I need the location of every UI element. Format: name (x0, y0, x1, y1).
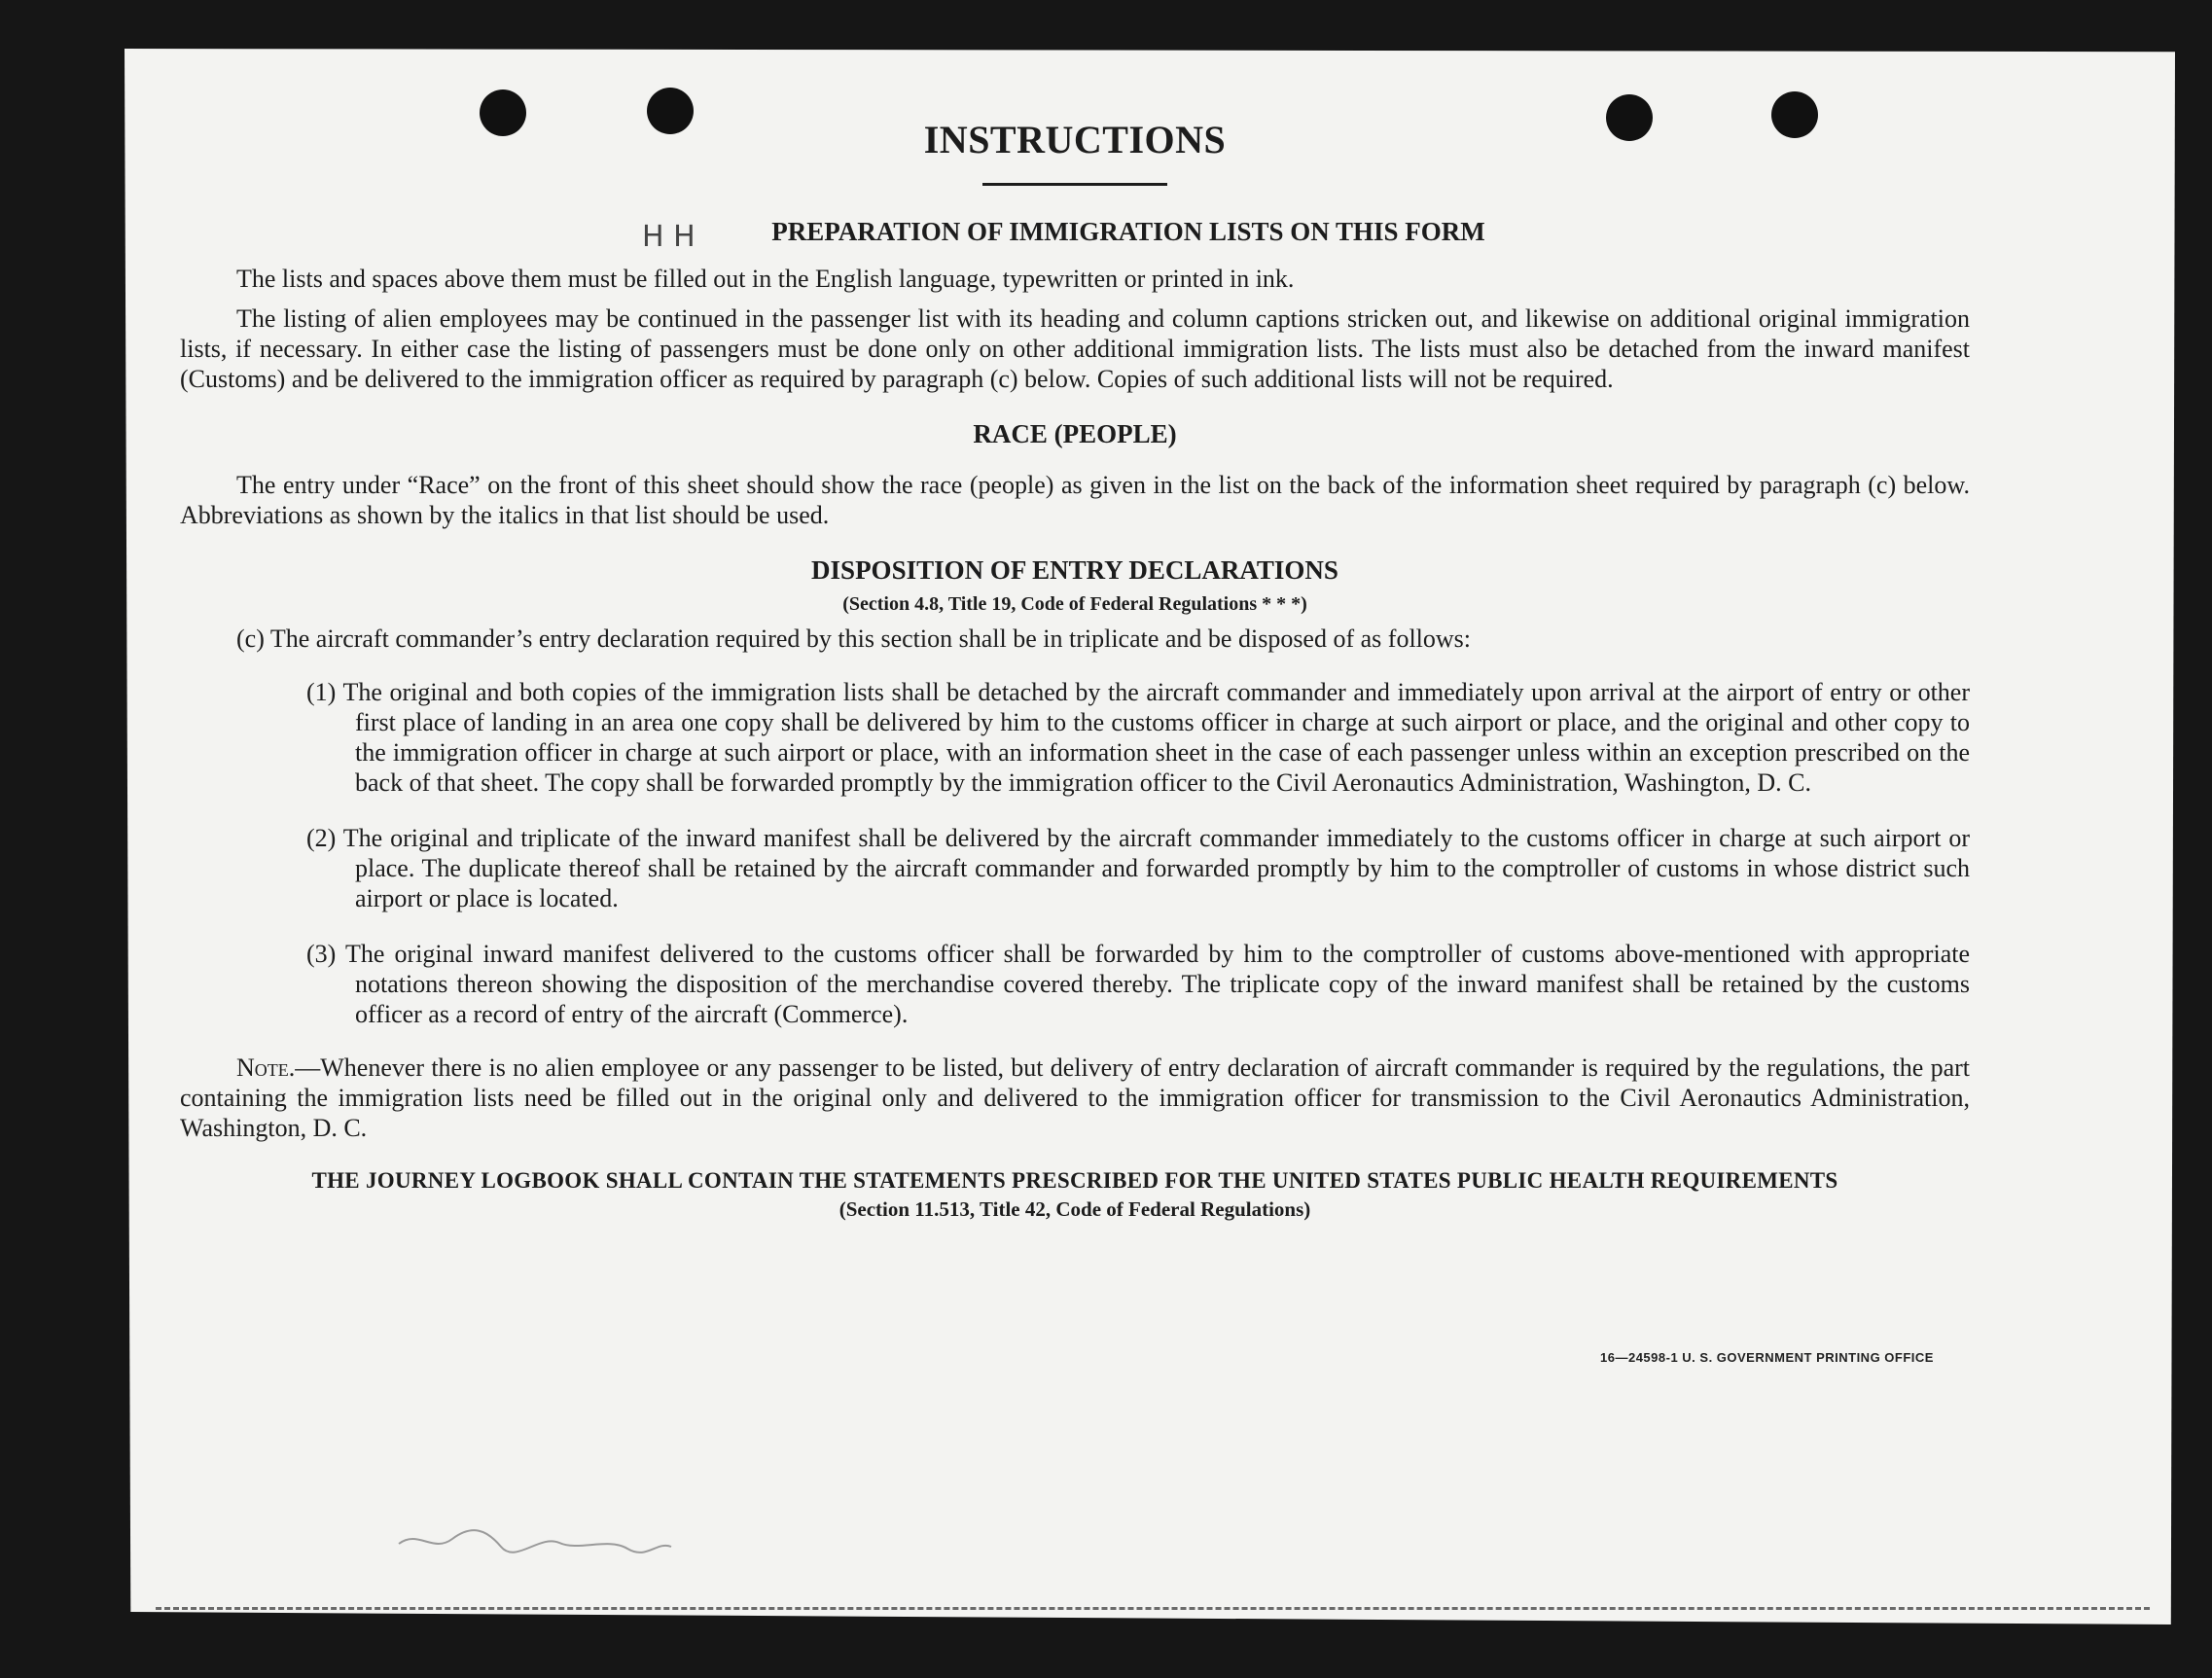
disposition-citation: (Section 4.8, Title 19, Code of Federal Regulations * * *) (842, 593, 1307, 615)
race-paragraph: The entry under “Race” on the front of this sheet should show the race (people) as given in the list on the back of the information sheet required by paragraph (c) below. Abbreviations as shown by the italics in that list should be used. (180, 471, 1970, 529)
preparation-paragraph-1: The lists and spaces above them must be filled out in the English language, typewritten or printed in ink. (236, 265, 1295, 293)
faint-handwriting (394, 1519, 676, 1558)
preparation-paragraph-2: The listing of alien employees may be continued in the passenger list with its heading and column captions stricken out, and likewise on additional original immigration lists, if necessary. In either case the listing of passengers must be done only on other additional immigration lists. The lists must also be detached from the inward manifest (Customs) and be delivered to the immigration officer as required by paragraph (c) below. Copies of such additional lists will not be required. (180, 304, 1970, 393)
logbook-heading: THE JOURNEY LOGBOOK SHALL CONTAIN THE STATEMENTS PRESCRIBED FOR THE UNITED STATES PUBLIC HEALTH REQUIREMENTS (311, 1168, 1838, 1193)
disposition-intro: (c) The aircraft commander’s entry declaration required by this section shall be in triplicate and be disposed of as follows: (236, 625, 1472, 653)
handwritten-mark: H H (642, 220, 696, 254)
note-body: —Whenever there is no alien employee or any passenger to be listed, but delivery of entry declaration of aircraft commander is required by the regulations, the part containing the immigration lists need be filled out in the original only and delivered to the immigration officer for transmission to the Civil Aeronautics Administration, Washington, D. C. (180, 1053, 1970, 1142)
disposition-item: (3) The original inward manifest delivered to the customs officer shall be forwarded by him to the comptroller of customs above-mentioned with appropriate notations thereon showing the disposition of the merchandise covered thereby. The triplicate copy of the inward manifest shall be retained by the customs officer as a record of entry of the aircraft (Commerce). (306, 940, 1970, 1028)
note-paragraph (180, 1053, 1970, 1143)
note-lead: Note. (236, 1053, 296, 1082)
disposition-heading: DISPOSITION OF ENTRY DECLARATIONS (811, 555, 1338, 585)
disposition-item: (2) The original and triplicate of the inward manifest shall be delivered by the aircraft commander immediately to the customs officer in charge at such airport or place. The duplicate thereof shall be retained by the aircraft commander and forwarded promptly by him to the comptroller of customs in whose district such airport or place is located. (306, 824, 1970, 912)
instructions-body (180, 117, 1970, 1223)
perforation-line (156, 1607, 2150, 1610)
race-heading: RACE (PEOPLE) (973, 419, 1177, 448)
preparation-heading: PREPARATION OF IMMIGRATION LISTS ON THIS FORM (771, 217, 1485, 246)
disposition-item: (1) The original and both copies of the immigration lists shall be detached by the aircraft commander and immediately upon arrival at the airport of entry or other first place of landing in an area one copy shall be delivered by him to the customs officer in charge at such airport or place, and the original and other copy to the immigration officer in charge at such airport or place, with an information sheet in the case of each passenger unless within an exception prescribed on the back of that sheet. The copy shall be forwarded promptly by the immigration officer to the Civil Aeronautics Administration, Washington, D. C. (306, 678, 1970, 797)
printer-imprint: 16—24598-1 U. S. GOVERNMENT PRINTING OFFICE (1600, 1350, 1934, 1365)
logbook-citation: (Section 11.513, Title 42, Code of Federal Regulations) (838, 1197, 1311, 1221)
page-title: INSTRUCTIONS (923, 118, 1227, 161)
